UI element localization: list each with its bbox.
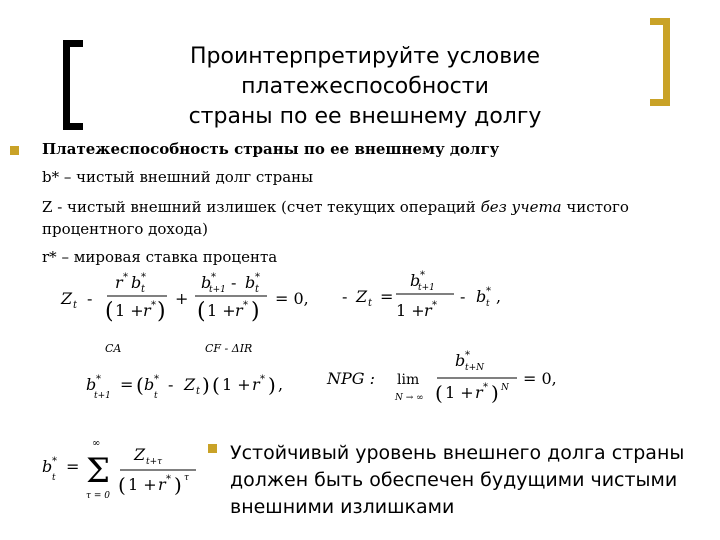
definition-b: b* – чистый внешний долг страны <box>42 168 314 186</box>
svg-text:=: = <box>380 287 394 306</box>
section-heading: Платежеспособность страны по ее внешнему долгу <box>42 140 500 158</box>
svg-text:b: b <box>476 287 487 306</box>
svg-text:1 +: 1 + <box>128 475 157 494</box>
svg-text:): ) <box>491 381 499 405</box>
svg-text:=: = <box>66 457 80 476</box>
svg-text:1 +: 1 + <box>207 301 236 320</box>
svg-text:): ) <box>157 299 166 324</box>
svg-text:*: * <box>486 286 491 297</box>
title-line-1: Проинтерпретируйте условие платежеспособности <box>189 44 541 99</box>
svg-text:t+1: t+1 <box>209 285 226 295</box>
title-line-2: страны по ее внешнему долгу <box>188 104 542 129</box>
svg-text:*: * <box>243 300 248 311</box>
svg-text:*: * <box>483 382 488 393</box>
svg-text:*: * <box>52 456 57 467</box>
svg-text:Z: Z <box>356 287 368 306</box>
svg-text:(: ( <box>197 299 206 324</box>
svg-text:t: t <box>52 473 56 483</box>
svg-text:1 +: 1 + <box>396 301 425 320</box>
equation-debt-dynamics <box>80 364 320 408</box>
svg-text:t: t <box>154 391 158 401</box>
svg-text:*: * <box>154 374 159 385</box>
svg-text:): ) <box>251 299 260 324</box>
label-capital-flow: CF - ΔIR <box>205 342 253 355</box>
svg-text:-: - <box>87 289 93 308</box>
svg-text:-: - <box>460 287 466 306</box>
svg-text:b: b <box>455 351 466 370</box>
definition-z <box>42 196 692 240</box>
svg-text:b: b <box>410 271 421 290</box>
svg-text:r: r <box>475 383 483 402</box>
svg-text:*: * <box>255 272 260 283</box>
svg-text:∞: ∞ <box>92 438 101 449</box>
npg-label: NPG : <box>327 369 376 388</box>
svg-text:*: * <box>260 374 265 385</box>
svg-text:t+τ: t+τ <box>146 457 163 467</box>
slide-title <box>90 42 640 132</box>
equation-balance <box>55 268 335 358</box>
svg-text:r: r <box>424 301 432 320</box>
svg-text:=: = <box>120 375 134 394</box>
svg-text:r: r <box>158 475 166 494</box>
svg-text:,: , <box>496 287 502 306</box>
svg-text:*: * <box>96 374 101 385</box>
svg-text:t: t <box>368 298 373 309</box>
svg-text:+: + <box>175 289 189 308</box>
svg-text:t: t <box>486 299 490 309</box>
svg-text:r: r <box>235 301 243 320</box>
svg-text:Z: Z <box>184 375 196 394</box>
definition-z-prefix: Z - чистый внешний излишек (счет текущих операций <box>42 198 481 216</box>
svg-text:Z: Z <box>61 289 73 308</box>
right-bracket-decoration <box>650 18 670 106</box>
svg-text:= 0,: = 0, <box>275 289 309 308</box>
svg-text:t: t <box>196 386 201 397</box>
definition-r: r* – мировая ставка процента <box>42 248 278 266</box>
svg-text:): ) <box>174 473 182 497</box>
svg-text:Z: Z <box>134 445 146 464</box>
svg-text:r: r <box>252 375 260 394</box>
left-bracket-decoration <box>63 40 83 130</box>
svg-text:b: b <box>131 273 142 292</box>
equation-surplus <box>340 262 540 332</box>
svg-text:r: r <box>143 301 151 320</box>
svg-text:r: r <box>115 273 123 292</box>
svg-text:b: b <box>144 375 155 394</box>
svg-text:*: * <box>123 272 128 283</box>
svg-text:*: * <box>166 474 171 485</box>
svg-text:t+N: t+N <box>465 363 485 373</box>
conclusion-text: Устойчивый уровень внешнего долга страны должен быть обеспечен будущими чистыми внешними излишками <box>230 442 685 518</box>
svg-text:t: t <box>141 284 146 295</box>
lim-label: lim <box>397 372 420 388</box>
svg-text:t: t <box>73 300 78 311</box>
svg-text:Σ: Σ <box>86 451 111 491</box>
svg-text:N → ∞: N → ∞ <box>395 393 424 403</box>
svg-text:b: b <box>42 457 53 476</box>
svg-text:,: , <box>278 375 284 394</box>
svg-text:τ: τ <box>184 473 189 483</box>
square-bullet-icon <box>208 444 217 453</box>
svg-text:(: ( <box>435 381 443 405</box>
svg-text:N: N <box>501 383 509 393</box>
svg-text:*: * <box>465 350 470 361</box>
svg-text:1 +: 1 + <box>445 383 474 402</box>
label-current-account: CA <box>105 342 122 355</box>
svg-text:= 0,: = 0, <box>523 369 557 388</box>
square-bullet-icon <box>10 146 19 155</box>
svg-text:(: ( <box>118 473 126 497</box>
svg-text:b: b <box>201 273 212 292</box>
definition-z-suffix: чистого <box>561 198 629 216</box>
svg-text:-: - <box>168 375 174 394</box>
svg-text:*: * <box>151 300 156 311</box>
definition-z-line2: процентного дохода) <box>42 220 208 238</box>
svg-text:): ) <box>268 373 276 397</box>
svg-text:-: - <box>342 287 348 306</box>
svg-text:b: b <box>86 375 97 394</box>
svg-text:1 +: 1 + <box>115 301 144 320</box>
svg-text:): ) <box>202 373 210 397</box>
definition-z-emphasis: без учета <box>480 198 562 216</box>
svg-text:(: ( <box>136 373 144 397</box>
svg-text:*: * <box>432 300 437 311</box>
svg-text:*: * <box>141 272 146 283</box>
svg-text:*: * <box>211 272 216 283</box>
svg-text:1 +: 1 + <box>222 375 251 394</box>
svg-text:(: ( <box>105 299 114 324</box>
svg-text:t: t <box>255 284 260 295</box>
equation-present-value <box>38 432 218 512</box>
svg-text:*: * <box>420 270 425 281</box>
svg-text:τ = 0: τ = 0 <box>86 491 110 501</box>
svg-text:b: b <box>245 273 256 292</box>
svg-text:-: - <box>231 273 237 292</box>
svg-text:t+1: t+1 <box>418 283 435 293</box>
svg-text:t+1: t+1 <box>94 391 111 401</box>
equation-no-ponzi <box>325 342 565 412</box>
svg-text:(: ( <box>212 373 220 397</box>
